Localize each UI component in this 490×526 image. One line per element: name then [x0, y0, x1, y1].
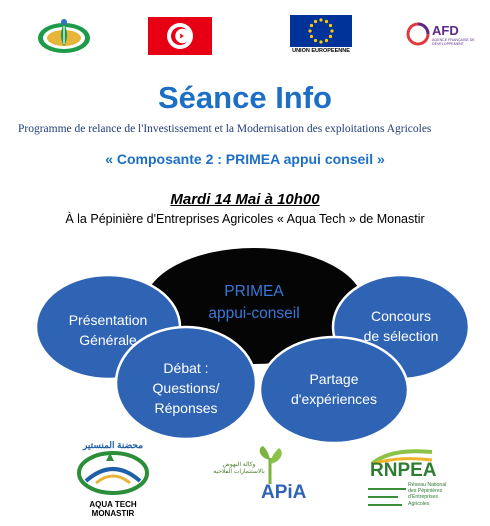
center-line1: PRIMEA — [224, 283, 284, 300]
page-title: Séance Info — [158, 80, 332, 115]
aquatech-logo — [66, 440, 160, 520]
program-subtitle: Programme de relance de l'Investissement et la Modernisation des exploitations Agricoles — [18, 123, 432, 135]
afd-logo — [405, 20, 475, 52]
left-label — [48, 308, 168, 352]
component-title: « Composante 2 : PRIMEA appui conseil » — [105, 151, 385, 167]
rnpea-line3: d'Entreprises — [408, 494, 439, 501]
center-line2: appui-conseil — [208, 305, 300, 322]
tunisia-flag-icon — [165, 21, 195, 51]
left-line1: Présentation — [68, 312, 148, 328]
rnpea-line2: des Pépinières — [408, 488, 443, 495]
eu-logo — [290, 15, 352, 55]
right-label — [345, 304, 457, 348]
right-line2: de sélection — [363, 328, 439, 344]
rnpea-arabic — [368, 484, 406, 514]
eu-caption: UNION EUROPEENNE — [292, 48, 350, 54]
rnpea-text: RNPEA — [370, 460, 437, 481]
aquatech-emblem-icon — [66, 451, 160, 495]
bottom-right-line2: d'expériences — [291, 391, 377, 407]
event-date: Mardi 14 Mai à 10h00 — [170, 191, 320, 208]
afd-text: AFD — [432, 23, 459, 38]
bottom-right-line1: Partage — [309, 371, 359, 387]
aquatech-line1: AQUA TECH — [89, 500, 137, 509]
apia-logo — [213, 444, 313, 514]
bottom-left-line1: Débat : — [163, 360, 209, 376]
rnpea-caption — [408, 482, 456, 507]
right-line1: Concours — [371, 308, 431, 324]
apia-arabic: وكالة النهوض بالاستثمارات الفلاحية — [213, 462, 265, 475]
aquatech-line2: MONASTIR — [91, 509, 135, 518]
bottom-left-label — [130, 355, 242, 421]
rnpea-logo — [356, 446, 452, 518]
bottom-left-line3: Réponses — [154, 400, 218, 416]
afd-circle-icon — [405, 21, 431, 47]
left-line2: Générale — [79, 332, 137, 348]
eu-flag-icon — [290, 15, 352, 47]
apia-text: APiA — [261, 482, 307, 503]
aquatech-arabic: محضنة المنستير — [82, 440, 144, 450]
leaf-emblem-icon — [36, 14, 92, 56]
center-label — [184, 275, 324, 331]
tunisia-flag — [148, 17, 212, 55]
left-emblem-logo — [36, 14, 92, 56]
bottom-left-line2: Questions/ — [152, 380, 220, 396]
afd-caption: AGENCE FRANÇAISE DE DÉVELOPPEMENT — [432, 38, 475, 47]
bottom-right-label — [272, 367, 396, 411]
rnpea-line4: Agricoles — [408, 500, 430, 507]
event-location: À la Pépinière d'Entreprises Agricoles « Aqua Tech » de Monastir — [65, 212, 425, 226]
rnpea-line1: Réseau National — [408, 482, 447, 488]
